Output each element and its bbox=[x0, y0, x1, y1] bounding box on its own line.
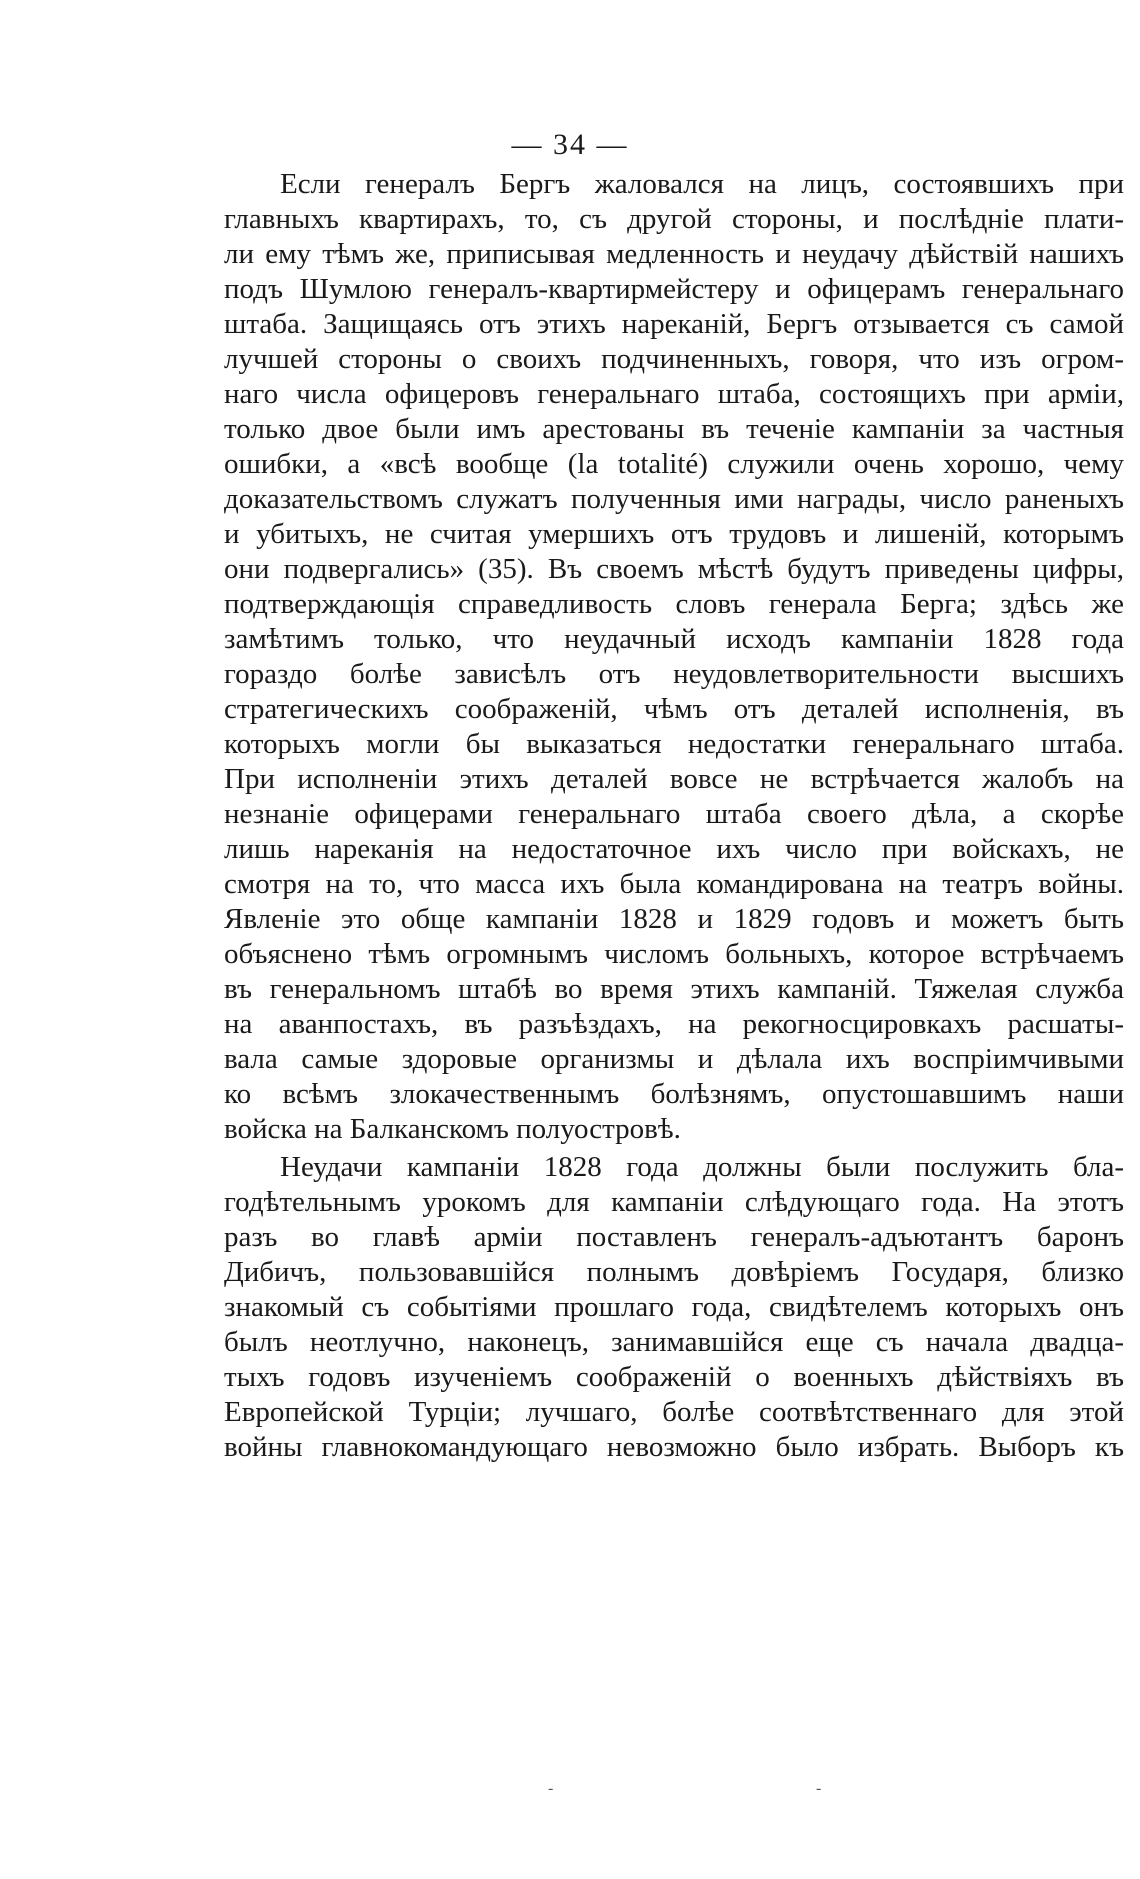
text-line: ошибки, а «всѣ вообще (la totalité) служили очень хорошо, чему bbox=[224, 448, 1124, 480]
text-line: знакомый съ событіями прошлаго года, свидѣтелемъ которыхъ онъ bbox=[224, 1291, 1124, 1323]
text-line: разъ во главѣ арміи поставленъ генералъ-адъютантъ баронъ bbox=[224, 1221, 1124, 1253]
text-line: они подвергались» (35). Въ своемъ мѣстѣ будутъ приведены цифры, bbox=[224, 553, 1124, 585]
text-line: тыхъ годовъ изученіемъ соображеній о военныхъ дѣйствіяхъ въ bbox=[224, 1361, 1124, 1393]
text-line: только двое были имъ арестованы въ теченіе кампаніи за частныя bbox=[224, 413, 1124, 445]
page-number: — 34 — bbox=[511, 128, 629, 161]
text-line: войны главнокомандующаго невозможно было избрать. Выборъ къ bbox=[224, 1431, 1124, 1463]
text-line: ко всѣмъ злокачественнымъ болѣзнямъ, опустошавшимъ наши bbox=[224, 1078, 1124, 1110]
text-line: въ генеральномъ штабѣ во время этихъ кампаній. Тяжелая служба bbox=[224, 973, 1124, 1005]
text-line: гораздо болѣе зависѣлъ отъ неудовлетворительности высшихъ bbox=[224, 658, 1124, 690]
text-line: замѣтимъ только, что неудачный исходъ кампаніи 1828 года bbox=[224, 623, 1124, 655]
text-line: лучшей стороны о своихъ подчиненныхъ, говоря, что изъ огром- bbox=[224, 343, 1124, 375]
text-line: вала самые здоровые организмы и дѣлала ихъ воспріимчивыми bbox=[224, 1043, 1124, 1075]
text-line: наго числа офицеровъ генеральнаго штаба, состоящихъ при арміи, bbox=[224, 378, 1124, 410]
text-line: главныхъ квартирахъ, то, съ другой стороны, и послѣдніе плати- bbox=[224, 203, 1124, 235]
text-line: которыхъ могли бы выказаться недостатки генеральнаго штаба. bbox=[224, 728, 1124, 760]
text-line: Неудачи кампаніи 1828 года должны были послужить бла- bbox=[280, 1151, 1124, 1183]
text-line: на аванпостахъ, въ разъѣздахъ, на рекогносцировкахъ расшаты- bbox=[224, 1008, 1124, 1040]
text-line: Европейской Турціи; лучшаго, болѣе соотвѣтственнаго для этой bbox=[224, 1396, 1124, 1428]
text-line: доказательствомъ служатъ полученныя ими награды, число раненыхъ bbox=[224, 483, 1124, 515]
text-line: былъ неотлучно, наконецъ, занимавшійся еще съ начала двадца- bbox=[224, 1326, 1124, 1358]
stray-mark: - bbox=[816, 1780, 822, 1797]
text-line: Дибичъ, пользовавшійся полнымъ довѣріемъ Государя, близко bbox=[224, 1256, 1124, 1288]
text-line: штаба. Защищаясь отъ этихъ нареканій, Бергъ отзывается съ самой bbox=[224, 308, 1124, 340]
text-line: При исполненіи этихъ деталей вовсе не встрѣчается жалобъ на bbox=[224, 763, 1124, 795]
text-line: объяснено тѣмъ огромнымъ числомъ больныхъ, которое встрѣчаемъ bbox=[224, 938, 1124, 970]
text-line: подтверждающія справедливость словъ генерала Берга; здѣсь же bbox=[224, 588, 1124, 620]
stray-mark: - bbox=[548, 1780, 554, 1797]
text-line: войска на Балканскомъ полуостровѣ. bbox=[224, 1113, 681, 1145]
text-line: незнаніе офицерами генеральнаго штаба своего дѣла, а скорѣе bbox=[224, 798, 1124, 830]
text-line: стратегическихъ соображеній, чѣмъ отъ деталей исполненія, въ bbox=[224, 693, 1124, 725]
text-line: лишь нареканія на недостаточное ихъ число при войскахъ, не bbox=[224, 833, 1124, 865]
text-line: смотря на то, что масса ихъ была командирована на театръ войны. bbox=[224, 868, 1124, 900]
text-line: годѣтельнымъ урокомъ для кампаніи слѣдующаго года. На этотъ bbox=[224, 1186, 1124, 1218]
text-line: и убитыхъ, не считая умершихъ отъ трудовъ и лишеній, которымъ bbox=[224, 518, 1124, 550]
text-line: Явленіе это обще кампаніи 1828 и 1829 годовъ и можетъ быть bbox=[224, 903, 1124, 935]
text-line: ли ему тѣмъ же, приписывая медленность и неудачу дѣйствій нашихъ bbox=[224, 238, 1124, 270]
text-line: подъ Шумлою генералъ-квартирмейстеру и офицерамъ генеральнаго bbox=[224, 273, 1124, 305]
text-line: Если генералъ Бергъ жаловался на лицъ, состоявшихъ при bbox=[280, 168, 1124, 200]
